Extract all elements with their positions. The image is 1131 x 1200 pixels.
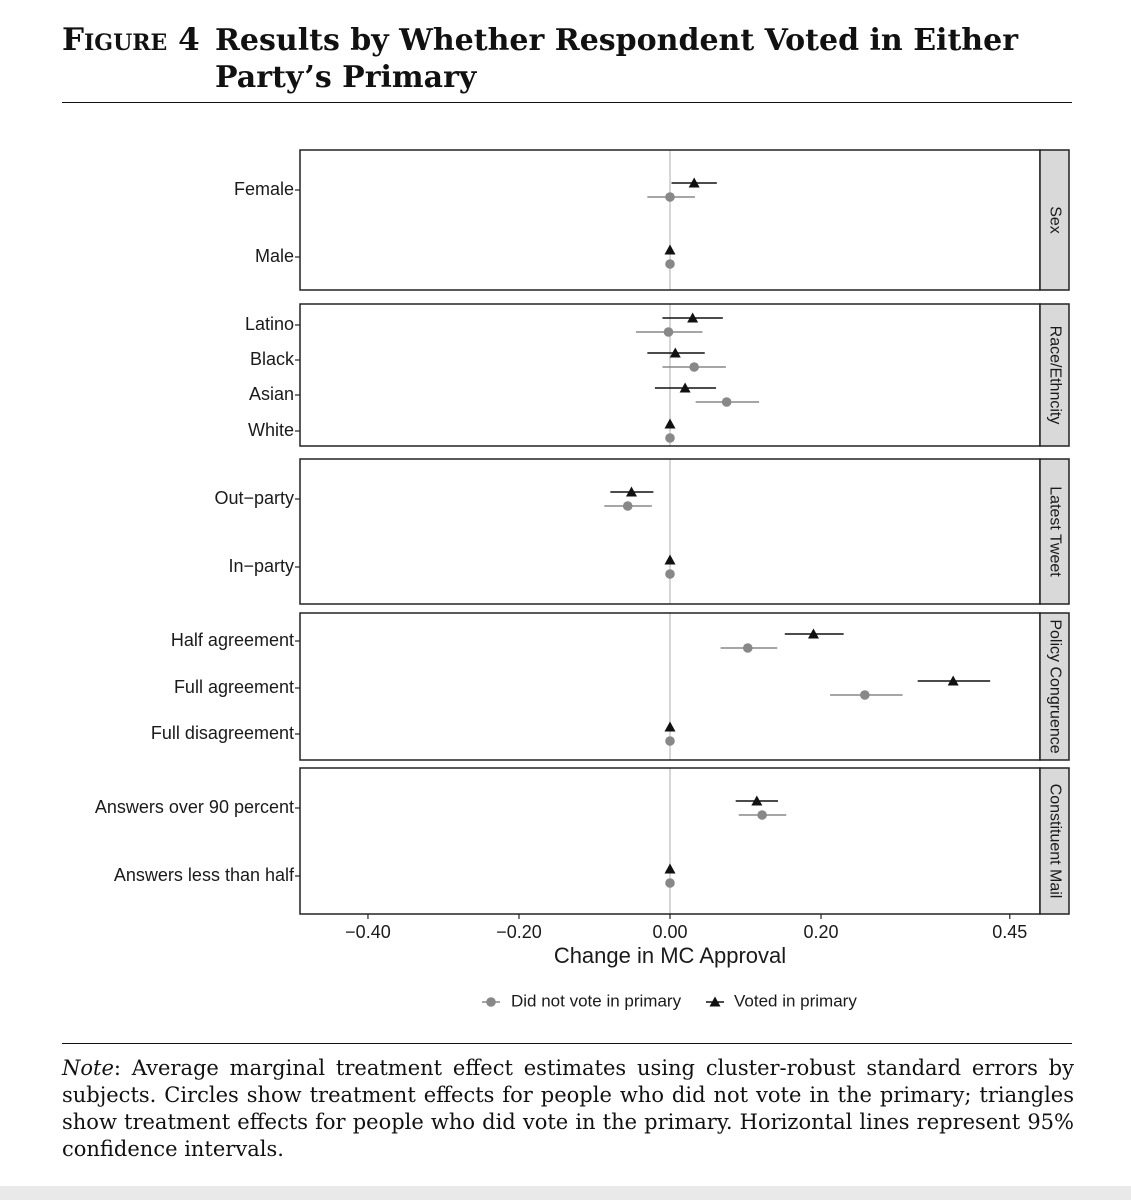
figure-title: Results by Whether Respondent Voted in Either Party’s Primary <box>215 23 1019 95</box>
note-text: : Average marginal treatment effect estimates using cluster-robust standard errors by subjects. Circles show treatment effects for people who did not vote in the primary; triangles show treatment effects for people who did vote in the primary. Horizontal lines represent 95% confidence intervals. <box>62 1056 1074 1161</box>
did-not-vote-circle-point <box>665 192 675 202</box>
did-not-vote-circle-point <box>665 569 675 579</box>
x-axis-label: Change in MC Approval <box>553 943 787 968</box>
figure-note <box>62 1055 1074 1163</box>
did-not-vote-circle-point <box>665 433 675 443</box>
did-not-vote-circle-point <box>743 643 753 653</box>
y-tick-label: Male <box>254 245 294 266</box>
x-tick-label: 0.20 <box>803 922 839 942</box>
panel-strip-label: Sex <box>1046 206 1064 234</box>
did-not-vote-circle-point <box>664 327 674 337</box>
did-not-vote-circle-point <box>689 362 699 372</box>
x-tick-label: −0.20 <box>496 922 542 942</box>
x-tick-label: 0.45 <box>992 922 1028 942</box>
did-not-vote-circle-point <box>623 501 633 511</box>
voted-triangle-point <box>665 555 676 565</box>
did-not-vote-circle-point <box>722 397 732 407</box>
y-tick-label: Black <box>249 348 294 369</box>
voted-triangle-point <box>665 245 676 255</box>
y-tick-label: Full agreement <box>173 676 294 697</box>
legend-did-not-vote-marker <box>486 997 496 1007</box>
y-tick-label: Asian <box>248 383 294 404</box>
y-tick-label: White <box>247 419 294 440</box>
y-tick-label: Out−party <box>214 487 294 508</box>
panel-strip-label: Constituent Mail <box>1046 783 1064 899</box>
did-not-vote-circle-point <box>860 690 870 700</box>
x-tick-label: 0.00 <box>652 922 688 942</box>
voted-triangle-point <box>665 419 676 429</box>
x-tick-label: −0.40 <box>345 922 391 942</box>
panel-strip-label: Latest Tweet <box>1046 486 1064 577</box>
y-tick-label: Half agreement <box>170 629 294 650</box>
bottom-bar <box>0 1186 1131 1200</box>
y-tick-label: Full disagreement <box>150 722 294 743</box>
panel-strip-label: Policy Congruence <box>1046 619 1064 754</box>
y-tick-label: Latino <box>244 313 294 334</box>
y-tick-label: Female <box>233 178 294 199</box>
figure-label: Figure 4 <box>62 22 200 58</box>
did-not-vote-circle-point <box>665 878 675 888</box>
voted-triangle-point <box>665 864 676 874</box>
did-not-vote-circle-point <box>757 810 767 820</box>
legend-voted-label: Voted in primary <box>734 991 857 1011</box>
y-tick-label: In−party <box>228 555 294 576</box>
panel-strip-label: Race/Ethncity <box>1046 325 1064 425</box>
did-not-vote-circle-point <box>665 259 675 269</box>
voted-triangle-point <box>665 722 676 732</box>
y-tick-label: Answers over 90 percent <box>94 796 294 817</box>
note-label: Note <box>62 1056 114 1080</box>
did-not-vote-circle-point <box>665 736 675 746</box>
note-rule <box>62 1043 1072 1044</box>
legend-did-not-vote-label: Did not vote in primary <box>511 991 682 1011</box>
y-tick-label: Answers less than half <box>113 864 294 885</box>
